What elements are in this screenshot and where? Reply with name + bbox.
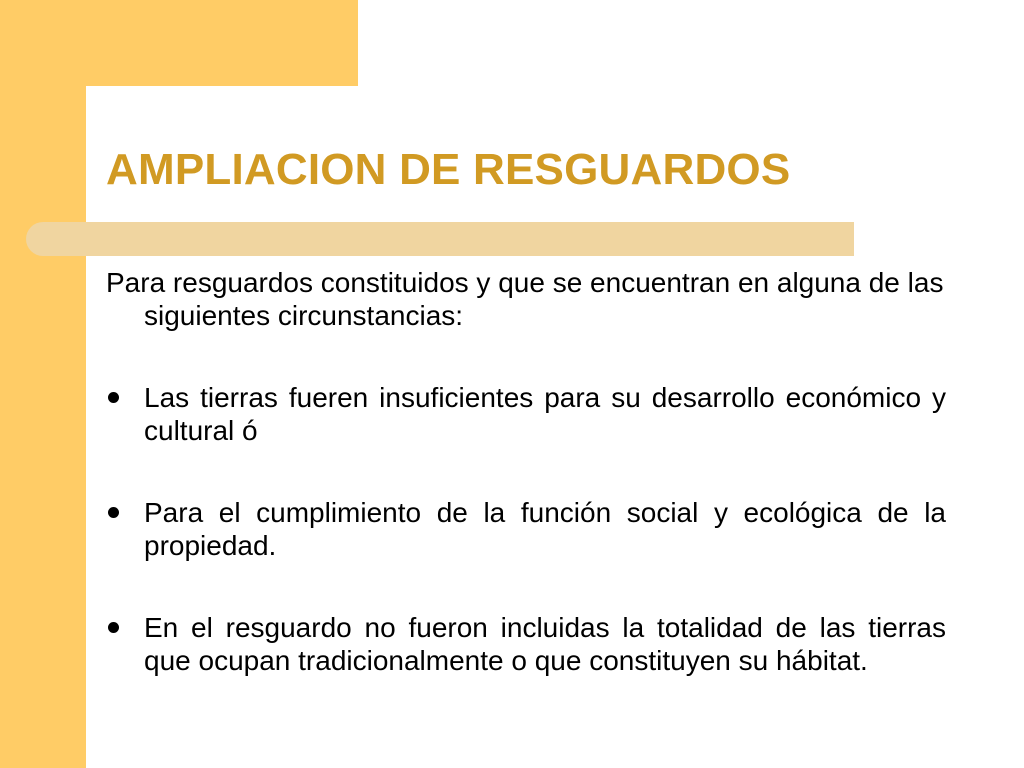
bullet-dot-icon xyxy=(108,507,119,518)
bullet-item xyxy=(106,496,946,562)
bullet-dot-icon xyxy=(108,622,119,633)
bullet-list xyxy=(106,381,946,677)
bullet-item xyxy=(106,611,946,677)
bullet-text: En el resguardo no fueron incluidas la totalidad de las tierras que ocupan tradicionalmente o que constituyen su hábitat. xyxy=(144,612,946,676)
slide-title: AMPLIACION DE RESGUARDOS xyxy=(106,145,791,194)
bullet-text: Para el cumplimiento de la función social y ecológica de la propiedad. xyxy=(144,497,946,561)
intro-paragraph: Para resguardos constituidos y que se encuentran en alguna de las siguientes circunstancias: xyxy=(106,267,944,331)
slide-body xyxy=(106,266,946,677)
bullet-item xyxy=(106,381,946,447)
bullet-text: Las tierras fueren insuficientes para su desarrollo económico y cultural ó xyxy=(144,382,946,446)
bullet-dot-icon xyxy=(108,392,119,403)
left-accent-bar xyxy=(0,0,86,768)
title-divider-bar xyxy=(26,222,854,256)
top-accent-block xyxy=(0,0,358,86)
